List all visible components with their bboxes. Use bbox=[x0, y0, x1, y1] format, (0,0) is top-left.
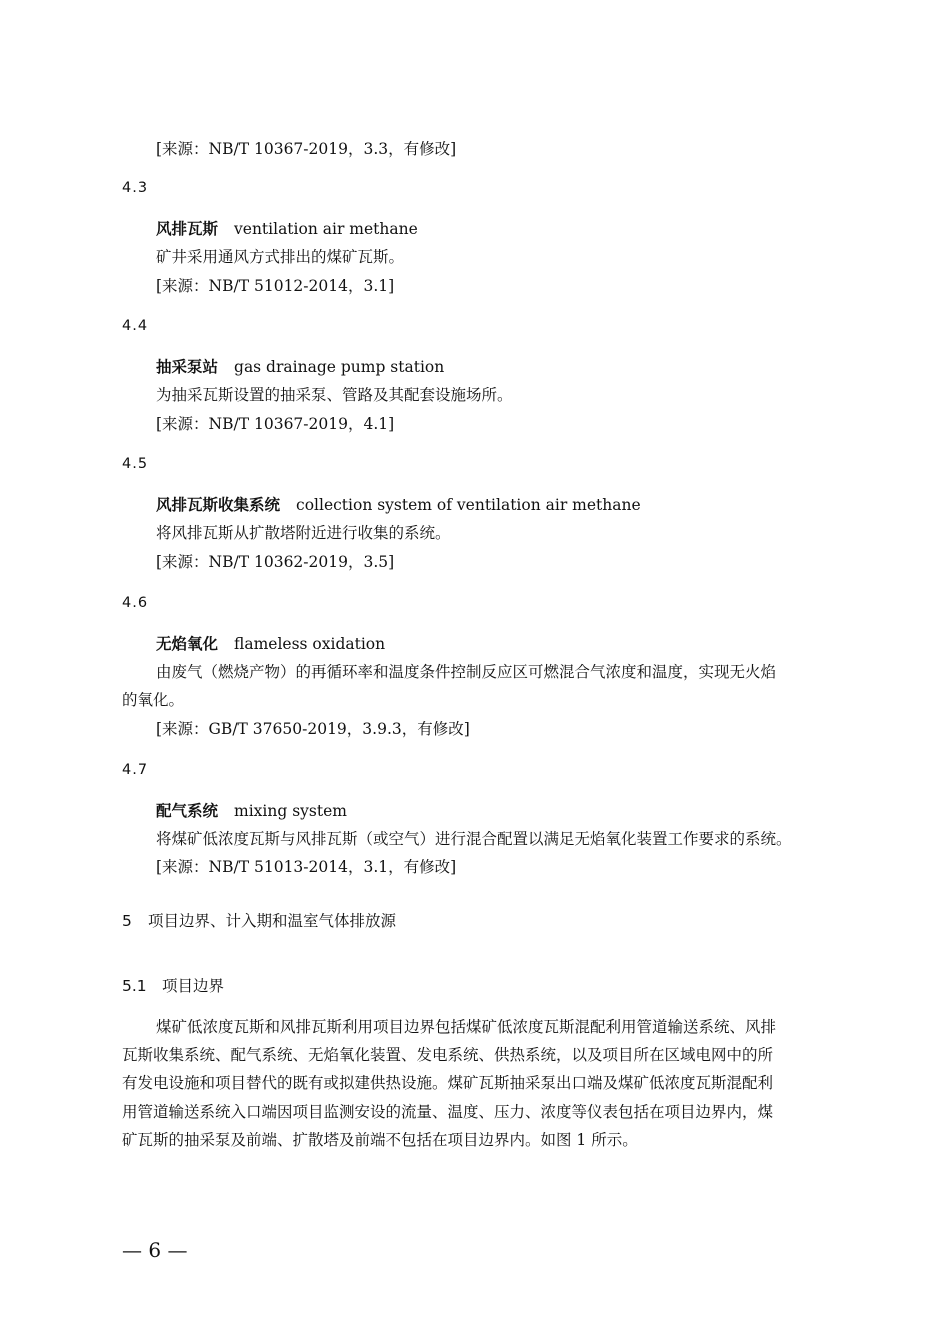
source-citation: [来源：NB/T 10367-2019，4.1] bbox=[156, 415, 395, 433]
term-definition: 将风排瓦斯从扩散塔附近进行收集的系统。 bbox=[156, 524, 451, 542]
term-definition: 矿井采用通风方式排出的煤矿瓦斯。 bbox=[156, 248, 405, 266]
paragraph-line: 瓦斯收集系统、配气系统、无焰氧化装置、发电系统、供热系统，以及项目所在区域电网中的所 bbox=[122, 1046, 774, 1064]
subsection-number: 5.1 bbox=[122, 977, 147, 995]
term-chinese: 配气系统 bbox=[156, 802, 219, 820]
term-line bbox=[156, 801, 347, 821]
term-english: mixing system bbox=[234, 802, 347, 820]
source-citation: [来源：GB/T 37650-2019，3.9.3，有修改] bbox=[156, 720, 470, 738]
paragraph-line: 矿瓦斯的抽采泵及前端、扩散塔及前端不包括在项目边界内。如图 1 所示。 bbox=[122, 1131, 638, 1149]
term-english: collection system of ventilation air methane bbox=[296, 496, 641, 514]
term-definition: 为抽采瓦斯设置的抽采泵、管路及其配套设施场所。 bbox=[156, 386, 513, 404]
source-citation: [来源：NB/T 10362-2019，3.5] bbox=[156, 553, 395, 571]
section-title: 项目边界、计入期和温室气体排放源 bbox=[148, 912, 397, 930]
term-line bbox=[156, 634, 385, 654]
subsection-title: 项目边界 bbox=[162, 977, 225, 995]
term-english: ventilation air methane bbox=[234, 220, 418, 238]
term-chinese: 风排瓦斯 bbox=[156, 220, 219, 238]
clause-number: 4.4 bbox=[122, 318, 149, 334]
source-citation: [来源：NB/T 51013-2014，3.1，有修改] bbox=[156, 858, 457, 876]
clause-number: 4.6 bbox=[122, 595, 149, 611]
term-line bbox=[156, 495, 641, 515]
paragraph-line: 有发电设施和项目替代的既有或拟建供热设施。煤矿瓦斯抽采泵出口端及煤矿低浓度瓦斯混配利 bbox=[122, 1074, 774, 1092]
paragraph-line: 煤矿低浓度瓦斯和风排瓦斯利用项目边界包括煤矿低浓度瓦斯混配利用管道输送系统、风排 bbox=[156, 1018, 777, 1036]
clause-number: 4.7 bbox=[122, 762, 149, 778]
subsection-heading bbox=[122, 976, 224, 996]
term-line bbox=[156, 357, 444, 377]
source-citation: [来源：NB/T 10367-2019，3.3，有修改] bbox=[156, 140, 457, 158]
term-chinese: 风排瓦斯收集系统 bbox=[156, 496, 281, 514]
section-heading bbox=[122, 911, 396, 931]
clause-number: 4.3 bbox=[122, 180, 149, 196]
paragraph-line: 用管道输送系统入口端因项目监测安设的流量、温度、压力、浓度等仪表包括在项目边界内，煤 bbox=[122, 1103, 774, 1121]
term-chinese: 无焰氧化 bbox=[156, 635, 219, 653]
section-number: 5 bbox=[122, 912, 132, 930]
term-english: gas drainage pump station bbox=[234, 358, 445, 376]
term-line bbox=[156, 219, 418, 239]
term-definition: 将煤矿低浓度瓦斯与风排瓦斯（或空气）进行混合配置以满足无焰氧化装置工作要求的系统。 bbox=[156, 830, 792, 848]
term-chinese: 抽采泵站 bbox=[156, 358, 219, 376]
clause-number: 4.5 bbox=[122, 456, 149, 472]
source-citation: [来源：NB/T 51012-2014，3.1] bbox=[156, 277, 395, 295]
term-definition-line-2: 的氧化。 bbox=[122, 691, 185, 709]
term-english: flameless oxidation bbox=[234, 635, 386, 653]
page-number: — 6 — bbox=[122, 1238, 188, 1262]
term-definition-line-1: 由废气（燃烧产物）的再循环率和温度条件控制反应区可燃混合气浓度和温度，实现无火焰 bbox=[156, 663, 777, 681]
